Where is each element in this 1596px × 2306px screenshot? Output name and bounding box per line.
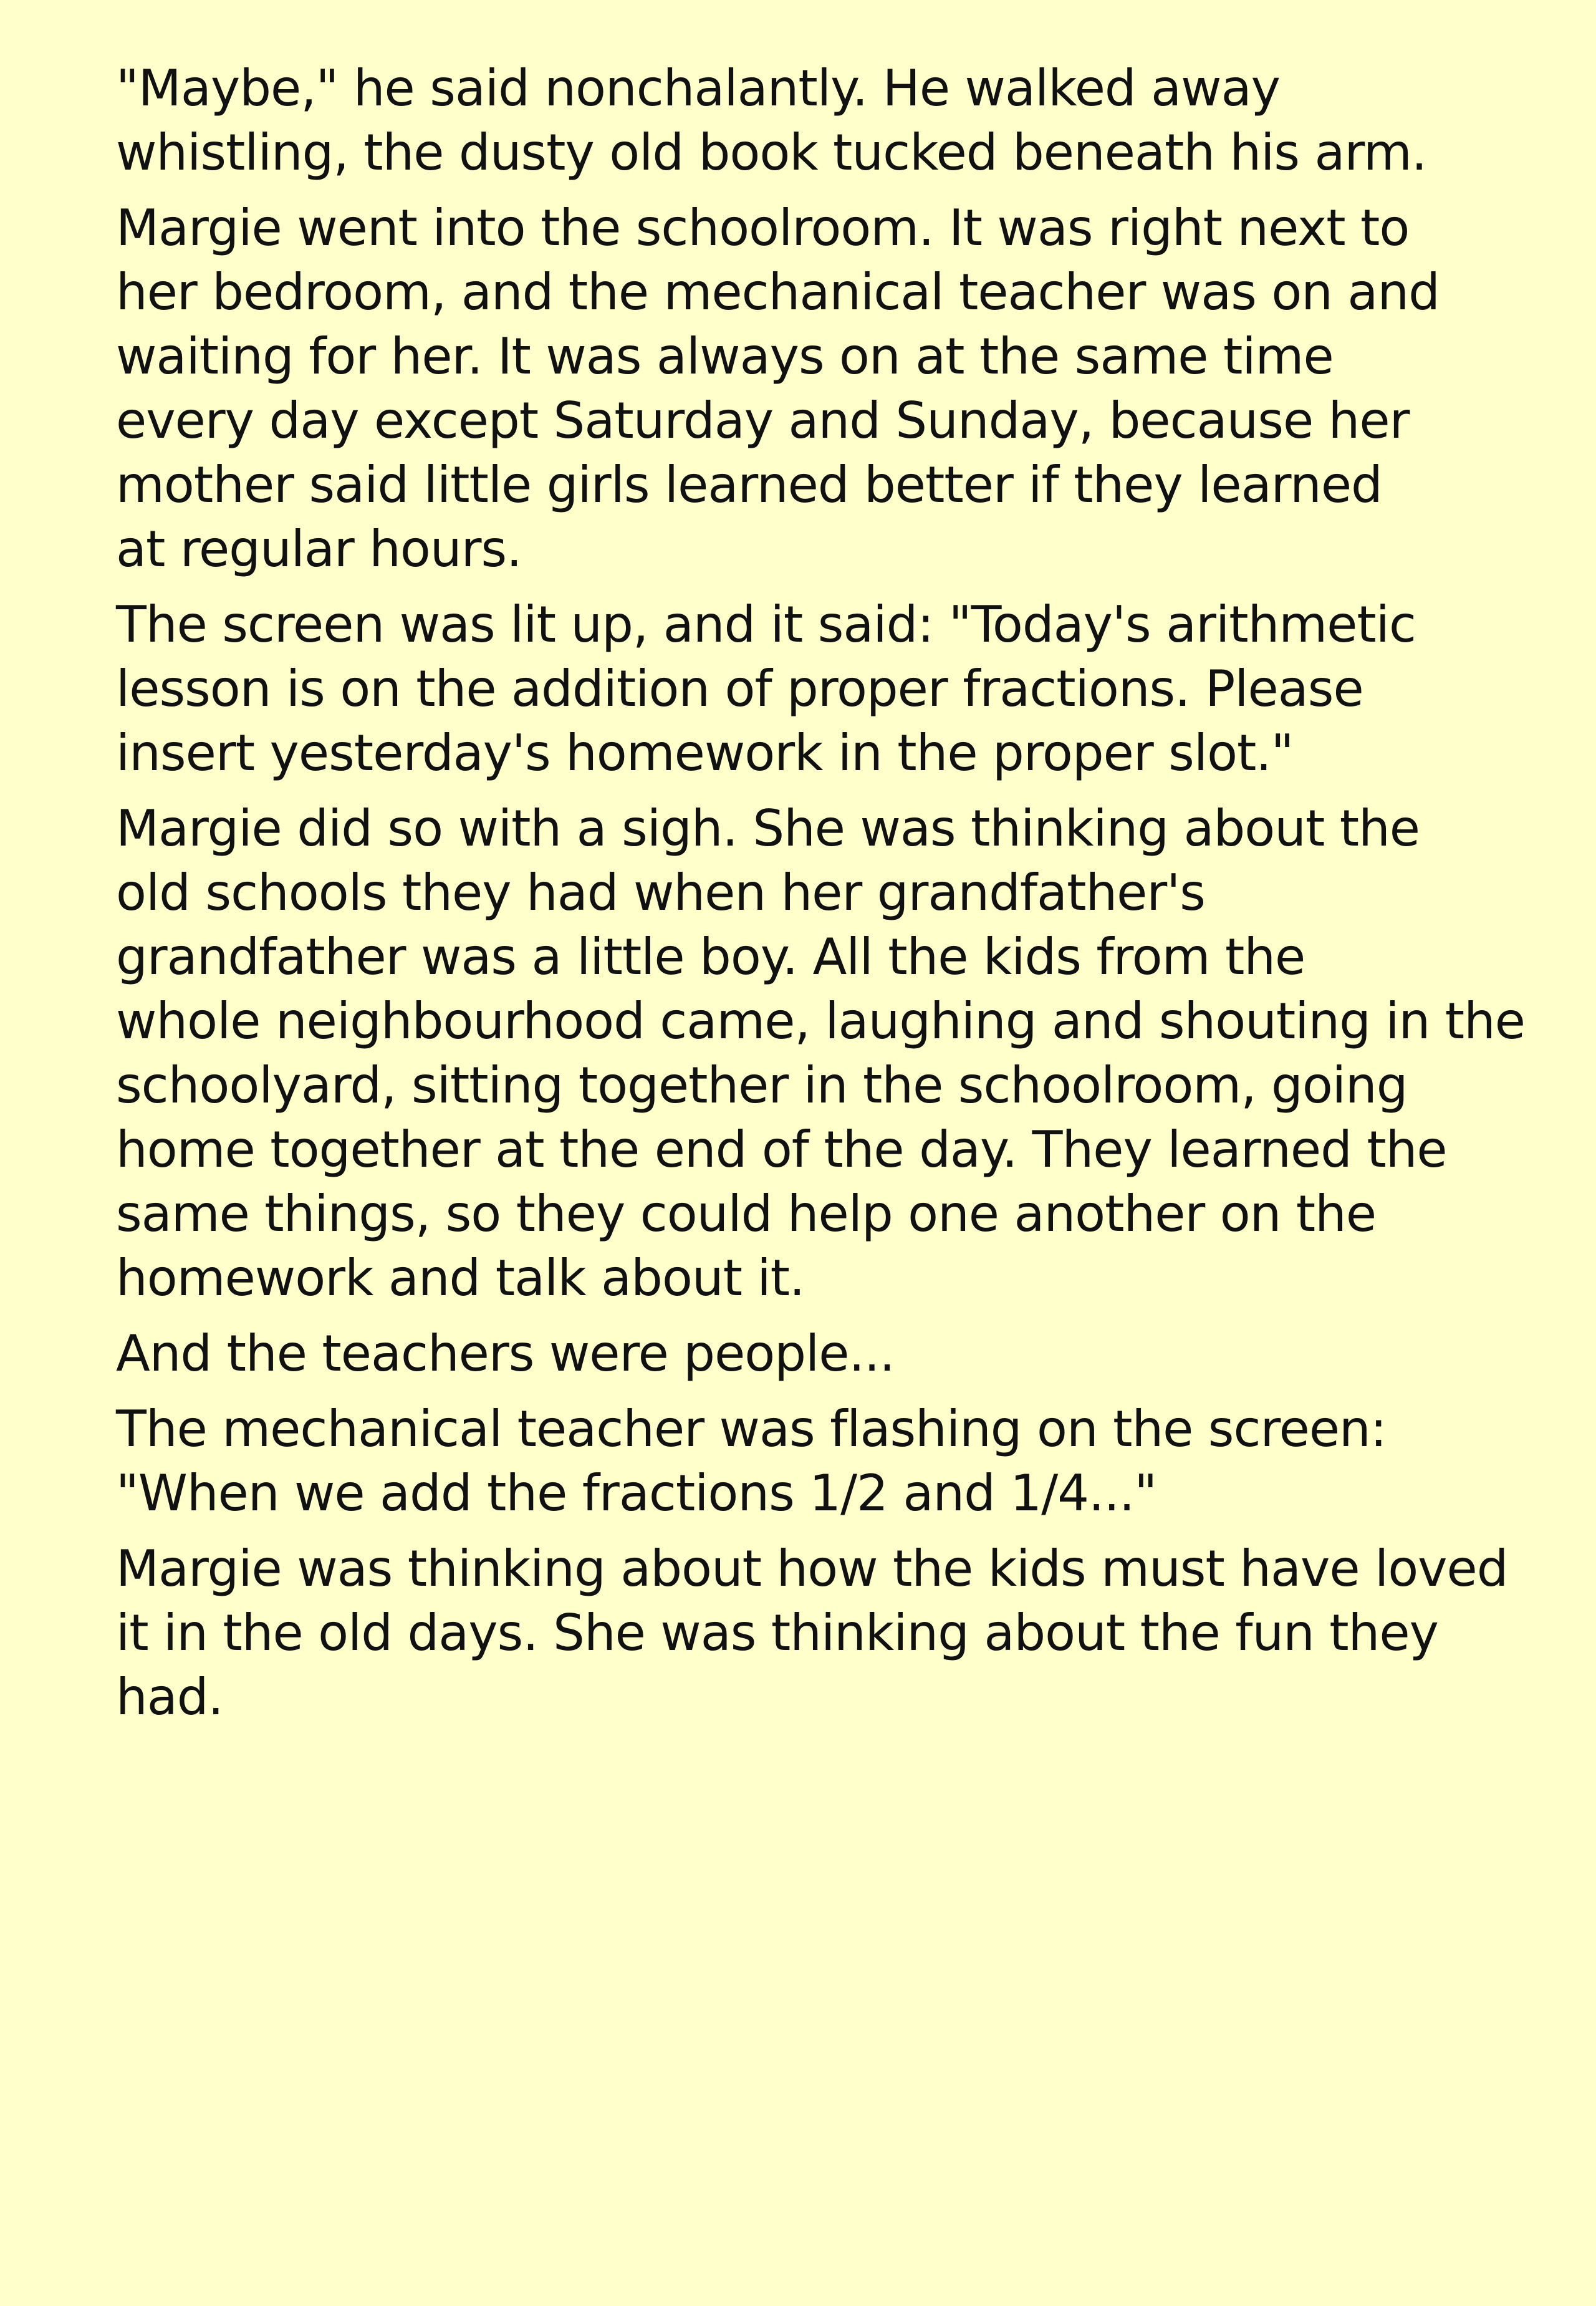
text-line: her bedroom, and the mechanical teacher was on and	[116, 263, 1440, 321]
text-line: The mechanical teacher was flashing on the screen:	[116, 1400, 1387, 1458]
text-line: same things, so they could help one another on the	[116, 1185, 1377, 1243]
text-line: whistling, the dusty old book tucked beneath his arm.	[116, 123, 1427, 181]
paragraph	[116, 796, 1550, 1310]
text-line: And the teachers were people...	[116, 1324, 895, 1382]
text-line: homework and talk about it.	[116, 1249, 805, 1307]
text-line: it in the old days. She was thinking about the fun they	[116, 1604, 1438, 1662]
paragraph	[116, 1397, 1550, 1525]
text-line: at regular hours.	[116, 520, 522, 578]
paragraph	[116, 1321, 1550, 1386]
paragraph	[116, 196, 1550, 581]
text-line: Margie was thinking about how the kids must have loved	[116, 1540, 1508, 1598]
text-line: schoolyard, sitting together in the schoolroom, going	[116, 1056, 1408, 1114]
text-line: "Maybe," he said nonchalantly. He walked away	[116, 59, 1280, 117]
text-line: The screen was lit up, and it said: "Today's arithmetic	[116, 596, 1416, 654]
text-line: waiting for her. It was always on at the same time	[116, 327, 1334, 385]
text-line: Margie did so with a sigh. She was thinking about the	[116, 799, 1420, 857]
text-line: insert yesterday's homework in the proper slot."	[116, 724, 1294, 782]
text-line: had.	[116, 1668, 223, 1726]
text-line: home together at the end of the day. They learned the	[116, 1121, 1447, 1179]
paragraph	[116, 1537, 1550, 1729]
text-line: mother said little girls learned better if they learned	[116, 456, 1382, 514]
story-text	[116, 56, 1550, 1729]
text-line: "When we add the fractions 1/2 and 1/4..."	[116, 1464, 1157, 1522]
paragraph	[116, 56, 1550, 185]
paragraph	[116, 592, 1550, 785]
text-line: old schools they had when her grandfather's	[116, 864, 1205, 922]
text-line: grandfather was a little boy. All the kids from the	[116, 928, 1305, 986]
text-line: lesson is on the addition of proper fractions. Please	[116, 660, 1363, 718]
text-line: every day except Saturday and Sunday, because her	[116, 392, 1410, 450]
text-line: whole neighbourhood came, laughing and shouting in the	[116, 992, 1526, 1050]
text-line: Margie went into the schoolroom. It was right next to	[116, 199, 1410, 257]
